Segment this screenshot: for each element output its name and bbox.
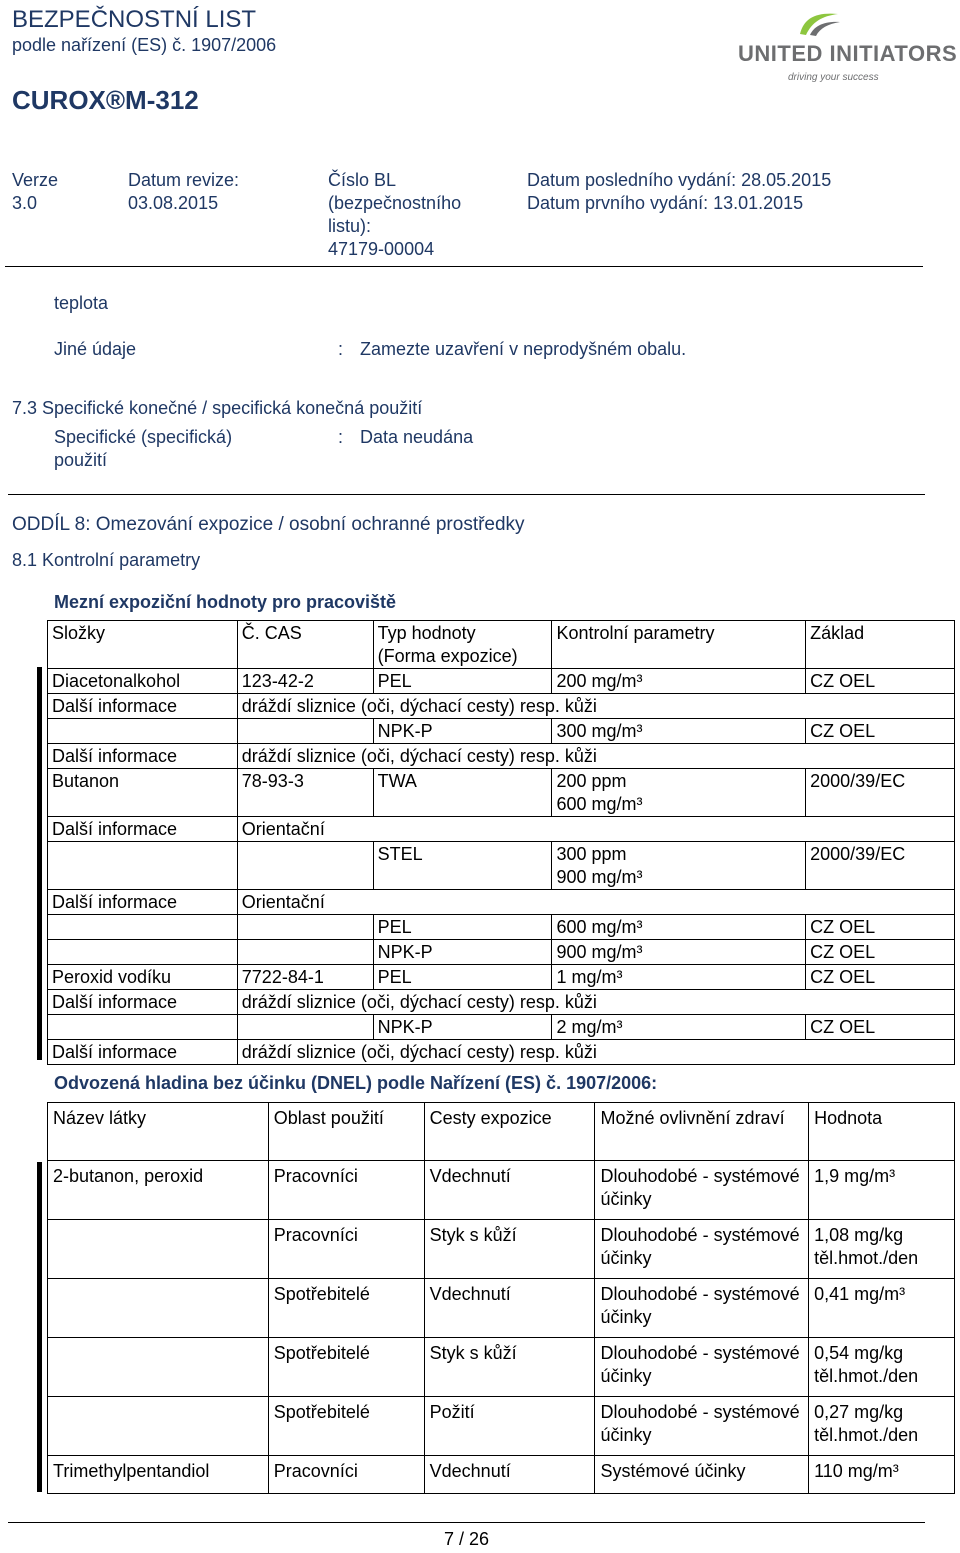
table-cell xyxy=(552,842,806,890)
table-cell xyxy=(237,842,373,890)
table-cell: Spotřebitelé xyxy=(268,1397,424,1456)
limits-table-heading: Mezní expoziční hodnoty pro pracoviště xyxy=(54,592,397,612)
section-8-heading: ODDÍL 8: Omezování expozice / osobní ochranné prostředky xyxy=(12,514,525,535)
section-divider xyxy=(8,494,925,495)
table-row xyxy=(48,669,955,694)
value-type-line-1: Typ hodnoty xyxy=(377,623,476,643)
table-cell: Další informace xyxy=(48,817,238,842)
table-cell xyxy=(48,719,238,744)
table-cell: Požití xyxy=(424,1397,595,1456)
table-cell xyxy=(237,915,373,940)
param-line: 600 mg/m³ xyxy=(556,794,643,814)
table-row xyxy=(48,915,955,940)
table-cell: 2-butanon, peroxid xyxy=(48,1161,269,1220)
other-info-value: Zamezte uzavření v neprodyšném obalu. xyxy=(360,339,687,359)
section-7-3-heading: 7.3 Specifické konečné / specifická konečná použití xyxy=(12,398,423,418)
revision-label: Datum revize: xyxy=(128,170,240,190)
table-cell: 2000/39/EC xyxy=(806,769,955,817)
table-header-row xyxy=(48,621,955,669)
table-row xyxy=(48,1397,955,1456)
table-cell xyxy=(552,769,806,817)
other-info-label: Jiné údaje xyxy=(54,339,137,359)
table-cell: 7722-84-1 xyxy=(237,965,373,990)
table-cell: Vdechnutí xyxy=(424,1279,595,1338)
table-cell: Další informace xyxy=(48,990,238,1015)
document-title: BEZPEČNOSTNÍ LIST xyxy=(12,6,257,33)
table-cell: 1,9 mg/m³ xyxy=(809,1161,955,1220)
table-cell xyxy=(237,940,373,965)
col-header-value: Hodnota xyxy=(809,1103,955,1161)
table-row xyxy=(48,965,955,990)
table-cell: 300 mg/m³ xyxy=(552,719,806,744)
table-cell: Dlouhodobé - systémové účinky xyxy=(595,1338,809,1397)
sds-number-label-1: Číslo BL xyxy=(328,170,397,190)
table-cell: 1 mg/m³ xyxy=(552,965,806,990)
table-cell: Systémové účinky xyxy=(595,1456,809,1494)
change-bar xyxy=(37,667,42,1060)
table-cell: CZ OEL xyxy=(806,965,955,990)
dnel-table xyxy=(47,1102,955,1494)
version-label: Verze xyxy=(12,170,59,190)
table-cell: Diacetonalkohol xyxy=(48,669,238,694)
sds-number-label-2: (bezpečnostního xyxy=(328,193,462,213)
table-cell: 123-42-2 xyxy=(237,669,373,694)
table-row xyxy=(48,744,955,769)
table-cell: Orientační xyxy=(237,817,954,842)
table-row xyxy=(48,1040,955,1065)
col-header-exposure-route: Cesty expozice xyxy=(424,1103,595,1161)
table-cell: 78-93-3 xyxy=(237,769,373,817)
first-issue-date: Datum prvního vydání: 13.01.2015 xyxy=(527,193,804,213)
col-header-control-params: Kontrolní parametry xyxy=(552,621,806,669)
revision-value: 03.08.2015 xyxy=(128,193,219,213)
table-cell: CZ OEL xyxy=(806,669,955,694)
table-cell: Další informace xyxy=(48,694,238,719)
table-cell: NPK-P xyxy=(373,1015,552,1040)
table-cell: 2000/39/EC xyxy=(806,842,955,890)
table-cell: Dlouhodobé - systémové účinky xyxy=(595,1161,809,1220)
table-row xyxy=(48,1015,955,1040)
table-cell: Spotřebitelé xyxy=(268,1279,424,1338)
table-row xyxy=(48,1220,955,1279)
table-cell: STEL xyxy=(373,842,552,890)
table-cell xyxy=(48,1338,269,1397)
param-line: 300 ppm xyxy=(556,844,627,864)
value-type-line-2: (Forma expozice) xyxy=(377,646,518,666)
table-cell: CZ OEL xyxy=(806,915,955,940)
table-cell: Vdechnutí xyxy=(424,1161,595,1220)
teplota-text: teplota xyxy=(54,293,109,313)
table-cell xyxy=(48,1015,238,1040)
product-name: CUROX®M-312 xyxy=(12,85,199,115)
col-header-substance: Název látky xyxy=(48,1103,269,1161)
logo-mark-icon xyxy=(796,8,842,38)
table-cell: PEL xyxy=(373,915,552,940)
col-header-components: Složky xyxy=(48,621,238,669)
table-cell: 0,54 mg/kg těl.hmot./den xyxy=(809,1338,955,1397)
table-cell: dráždí sliznice (oči, dýchací cesty) resp. kůži xyxy=(237,990,954,1015)
document-subtitle: podle nařízení (ES) č. 1907/2006 xyxy=(12,35,277,55)
table-cell: Další informace xyxy=(48,890,238,915)
col-header-cas: Č. CAS xyxy=(237,621,373,669)
table-cell: Peroxid vodíku xyxy=(48,965,238,990)
table-row xyxy=(48,890,955,915)
table-cell: Styk s kůží xyxy=(424,1338,595,1397)
table-cell: 200 mg/m³ xyxy=(552,669,806,694)
table-cell: Butanon xyxy=(48,769,238,817)
table-cell: Dlouhodobé - systémové účinky xyxy=(595,1220,809,1279)
sds-number-label-3: listu): xyxy=(328,216,372,236)
table-row xyxy=(48,990,955,1015)
table-cell: Spotřebitelé xyxy=(268,1338,424,1397)
footer-divider xyxy=(8,1522,925,1523)
table-cell: Pracovníci xyxy=(268,1456,424,1494)
table-cell xyxy=(48,940,238,965)
company-logo xyxy=(738,8,958,83)
table-cell: Pracovníci xyxy=(268,1161,424,1220)
table-row xyxy=(48,769,955,817)
exposure-limits-table xyxy=(47,620,955,1065)
table-cell: PEL xyxy=(373,965,552,990)
table-cell: 900 mg/m³ xyxy=(552,940,806,965)
table-cell: Trimethylpentandiol xyxy=(48,1456,269,1494)
version-value: 3.0 xyxy=(12,193,38,213)
table-cell: 1,08 mg/kg těl.hmot./den xyxy=(809,1220,955,1279)
table-cell: dráždí sliznice (oči, dýchací cesty) resp. kůži xyxy=(237,744,954,769)
page-number: 7 / 26 xyxy=(444,1529,490,1549)
table-cell xyxy=(237,1015,373,1040)
other-info-colon: : xyxy=(338,339,344,359)
param-line: 200 ppm xyxy=(556,771,627,791)
table-row xyxy=(48,842,955,890)
table-cell: Vdechnutí xyxy=(424,1456,595,1494)
dnel-heading: Odvozená hladina bez účinku (DNEL) podle Nařízení (ES) č. 1907/2006: xyxy=(54,1073,658,1093)
param-line: 900 mg/m³ xyxy=(556,867,643,887)
table-cell xyxy=(48,1279,269,1338)
table-cell: 0,41 mg/m³ xyxy=(809,1279,955,1338)
table-cell: Dlouhodobé - systémové účinky xyxy=(595,1279,809,1338)
logo-tagline: driving your success xyxy=(788,72,879,83)
table-row xyxy=(48,1279,955,1338)
table-header-row xyxy=(48,1103,955,1161)
table-row xyxy=(48,1456,955,1494)
table-cell: Orientační xyxy=(237,890,954,915)
sds-number-value: 47179-00004 xyxy=(328,239,435,259)
table-cell xyxy=(48,1397,269,1456)
table-cell: TWA xyxy=(373,769,552,817)
table-cell: Další informace xyxy=(48,1040,238,1065)
table-row xyxy=(48,1161,955,1220)
table-cell: NPK-P xyxy=(373,940,552,965)
table-cell: CZ OEL xyxy=(806,1015,955,1040)
specific-use-value: Data neudána xyxy=(360,427,474,447)
table-row xyxy=(48,719,955,744)
table-cell: Pracovníci xyxy=(268,1220,424,1279)
table-cell: NPK-P xyxy=(373,719,552,744)
table-row xyxy=(48,694,955,719)
col-header-use-area: Oblast použití xyxy=(268,1103,424,1161)
specific-use-colon: : xyxy=(338,427,344,447)
table-cell: Dlouhodobé - systémové účinky xyxy=(595,1397,809,1456)
table-cell: 2 mg/m³ xyxy=(552,1015,806,1040)
col-header-health-effect: Možné ovlivnění zdraví xyxy=(595,1103,809,1161)
table-cell: CZ OEL xyxy=(806,719,955,744)
table-cell: CZ OEL xyxy=(806,940,955,965)
table-cell: Další informace xyxy=(48,744,238,769)
table-row xyxy=(48,940,955,965)
table-cell: dráždí sliznice (oči, dýchací cesty) resp. kůži xyxy=(237,1040,954,1065)
table-cell: 110 mg/m³ xyxy=(809,1456,955,1494)
change-bar xyxy=(37,1162,42,1492)
table-row xyxy=(48,817,955,842)
table-cell xyxy=(48,915,238,940)
table-cell xyxy=(48,842,238,890)
col-header-basis: Základ xyxy=(806,621,955,669)
table-cell xyxy=(237,719,373,744)
table-cell: 0,27 mg/kg těl.hmot./den xyxy=(809,1397,955,1456)
table-cell: Styk s kůží xyxy=(424,1220,595,1279)
last-issue-date: Datum posledního vydání: 28.05.2015 xyxy=(527,170,832,190)
logo-name: UNITED INITIATORS xyxy=(738,41,958,66)
table-cell: dráždí sliznice (oči, dýchací cesty) resp. kůži xyxy=(237,694,954,719)
specific-use-label-2: použití xyxy=(54,450,108,470)
table-cell: PEL xyxy=(373,669,552,694)
table-cell xyxy=(48,1220,269,1279)
table-row xyxy=(48,1338,955,1397)
table-cell: 600 mg/m³ xyxy=(552,915,806,940)
col-header-value-type xyxy=(373,621,552,669)
specific-use-label-1: Specifické (specifická) xyxy=(54,427,233,447)
section-8-1-heading: 8.1 Kontrolní parametry xyxy=(12,550,201,570)
header-divider xyxy=(5,266,923,267)
